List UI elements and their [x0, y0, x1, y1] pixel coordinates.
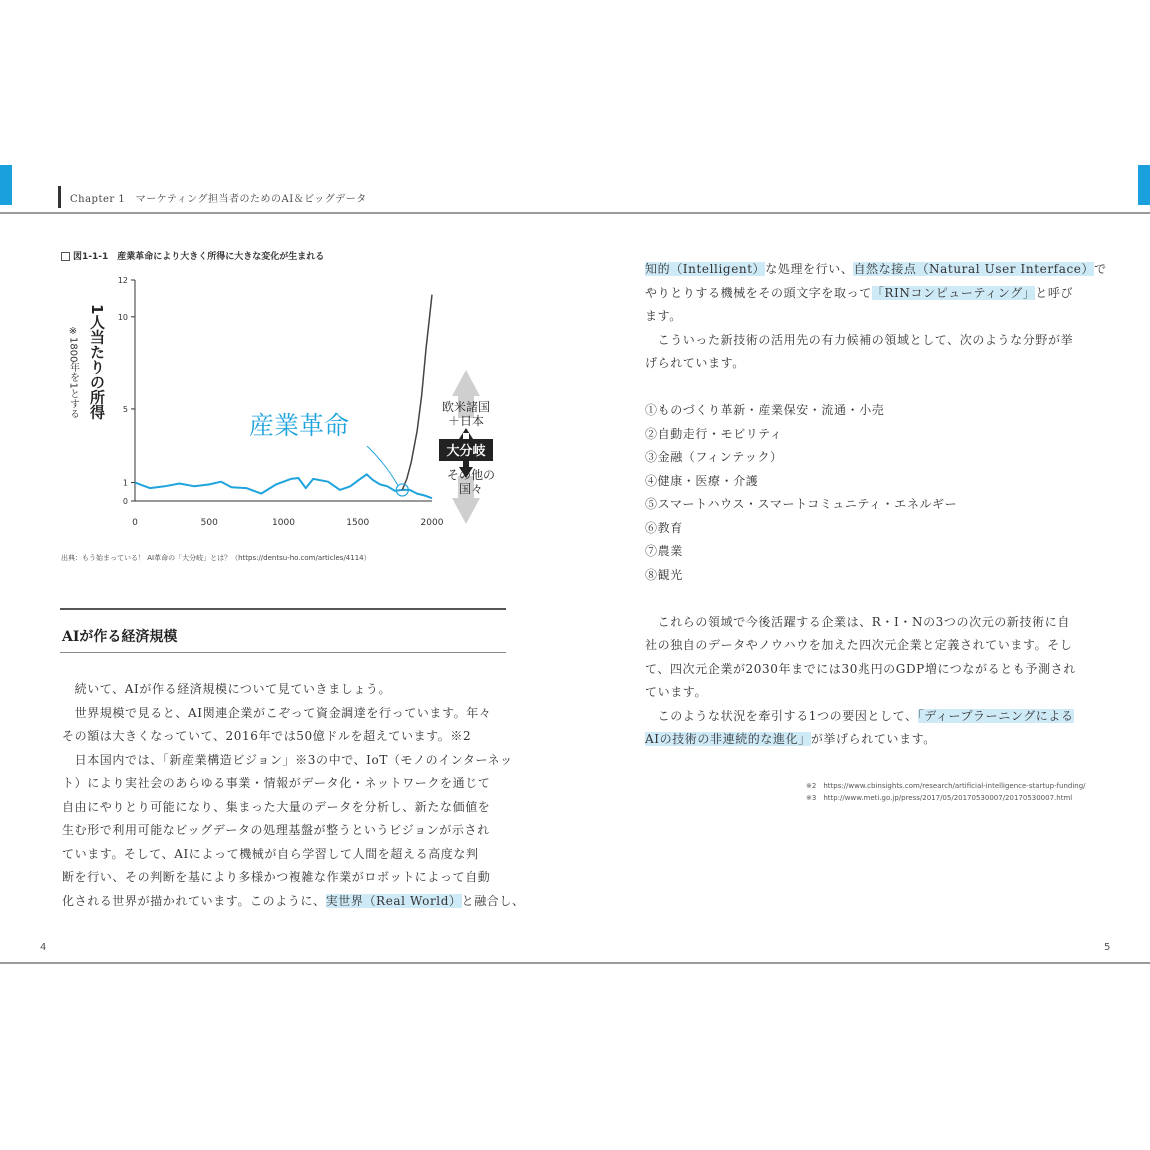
left-line-9: 断を行い、その判断を基により多様かつ複雑な作業がロボットによって自動 [62, 870, 491, 884]
left-line-4: 日本国内では、「新産業構造ビジョン」※3の中で、IoT（モノのインターネッ [62, 752, 513, 767]
left-line-1: 続いて、AIが作る経済規模について見ていきましょう。 [62, 682, 392, 696]
left-line-10 [62, 890, 525, 914]
annotation-label: 産業革命 [249, 411, 350, 440]
highlight-deep-learning: 「ディープラーニングによる [917, 708, 1074, 723]
highlight-ai-evolution: AIの技術の非連続的な進化」 [645, 732, 811, 746]
figure-caption-text: 図1-1-1 産業革命により大きく所得に大きな変化が生まれる [73, 252, 325, 262]
footnote-2: ※2 https://www.cbinsights.com/research/artificial-intelligence-startup-funding/ [806, 782, 1086, 790]
right-line-5: げられています。 [645, 356, 745, 370]
left-line-10-a: 化される世界が描かれています。このように、 [62, 893, 326, 908]
list-item: ④健康・医療・介護 [645, 473, 759, 488]
footnote-3: ※3 http://www.meti.go.jp/press/2017/05/20170530007/20170530007.html [806, 794, 1073, 802]
y-tick-label: 0 [122, 497, 128, 506]
para3-a: このような状況を牽引する1つの要因として、 [645, 708, 918, 723]
right-line-1-end: で [1094, 262, 1107, 276]
up-arrow-icon [459, 428, 473, 439]
y-tick-label: 5 [122, 404, 128, 414]
list-item: ⑦農業 [645, 544, 683, 558]
chapter-tab-right [1138, 165, 1150, 205]
para2-line-1: これらの領域で今後活躍する企業は、R・I・Nの3つの次元の新技術に自 [645, 614, 1070, 629]
list-item: ⑥教育 [645, 520, 683, 535]
spacer [645, 587, 1107, 611]
para2-line-4: ています。 [645, 685, 708, 699]
upper-label-line-1: 欧米諸国 [441, 400, 491, 414]
page-number-right: 5 [1104, 942, 1111, 953]
section-rule-bottom [60, 652, 506, 653]
figure-caption [61, 249, 324, 262]
y-tick-label: 10 [117, 312, 128, 322]
y-tick-label: 1 [122, 478, 128, 488]
x-tick-label: 1000 [272, 518, 295, 528]
right-line-1-mid: な処理を行い、 [765, 262, 854, 276]
section-title: AIが作る経済規模 [62, 629, 178, 645]
highlight-natural-ui: 自然な接点（Natural User Interface） [853, 262, 1095, 276]
para2-line-3: て、四次元企業が2030年までには30兆円のGDP増につながるとも予測され [645, 661, 1076, 676]
para3-line-1 [645, 705, 1107, 729]
left-body [62, 678, 525, 913]
right-line-4: こういった新技術の活用先の有力候補の領域として、次のような分野が挙 [645, 332, 1074, 347]
left-line-6: 自由にやりとり可能になり、集まった大量のデータを分析し、新たな価値を [62, 799, 491, 814]
caption-box-icon [61, 252, 70, 261]
left-line-5: ト）により実社会のあらゆる事業・情報がデータ化・ネットワークを通じて [62, 776, 491, 790]
left-line-7: 生む形で利用可能なビッグデータの処理基盤が整うというビジョンが示され [62, 823, 490, 837]
right-line-2-c: と呼び [1035, 285, 1074, 300]
para2-line-2: 社の独自のデータやノウハウを加えた四次元企業と定義されています。そし [645, 638, 1073, 652]
series-line-world [135, 474, 432, 498]
upper-label-line-2: ＋日本 [447, 414, 485, 428]
left-line-8: ています。そして、AIによって機械が自ら学習して人間を超える高度な判 [62, 846, 479, 861]
x-tick-label: 2000 [420, 518, 444, 528]
list-item: ⑧観光 [645, 567, 683, 582]
left-line-10-c: と融合し、 [461, 893, 525, 908]
y-axis-label: 1人当たりの所得 [88, 304, 106, 420]
spacer [645, 376, 1107, 400]
list-item: ②自動走行・モビリティ [645, 426, 783, 441]
income-chart [55, 268, 505, 543]
left-line-2: 世界規模で見ると、AI関連企業がこぞって資金調達を行っています。年々 [62, 705, 492, 720]
divergence-label: 大分岐 [446, 444, 486, 459]
x-tick-label: 500 [200, 518, 218, 528]
highlight-rin: 「RINコンピューティング」 [871, 285, 1036, 300]
list-item: ⑤スマートハウス・スマートコミュニティ・エネルギー [645, 497, 958, 511]
highlight-real-world: 実世界（Real World） [325, 893, 462, 908]
right-line-2 [645, 282, 1107, 306]
running-header: Chapter 1 マーケティング担当者のためのAI＆ビッグデータ [70, 194, 367, 205]
page-number-left: 4 [40, 942, 47, 953]
chapter-tab-left [0, 165, 12, 205]
figure-source: 出典：もう始まっている！ AI革命の「大分岐」とは？（https://dentsu-ho.com/articles/4114） [61, 554, 371, 562]
footnotes [806, 780, 1086, 804]
x-tick-label: 0 [132, 518, 138, 528]
right-line-1 [645, 258, 1107, 282]
series-line-west [402, 295, 432, 490]
section-rule-top [60, 608, 506, 610]
highlight-intelligent: 知的（Intelligent） [645, 262, 766, 276]
para3-line-2 [645, 728, 1107, 752]
lower-label-line-1: その他の [446, 468, 496, 482]
left-line-3: その額は大きくなっていて、2016年では50億ドルを超えています。※2 [62, 729, 472, 743]
footer-rule [0, 962, 1150, 964]
list-item: ③金融（フィンテック） [645, 450, 783, 464]
header-marker [58, 186, 61, 208]
right-line-3: ます。 [645, 309, 682, 323]
right-line-2-a: やりとりする機械をその頭文字を取って [645, 285, 872, 300]
header-rule [0, 212, 1150, 214]
y-tick-label: 12 [117, 276, 128, 285]
para3-c: が挙げられています。 [810, 732, 936, 746]
list-item: ①ものづくり革新・産業保安・流通・小売 [645, 403, 885, 417]
x-tick-label: 1500 [346, 518, 370, 528]
lower-label-line-2: 国々 [458, 482, 484, 496]
y-axis-note: ※1800年を1とする [67, 326, 79, 419]
right-body [645, 258, 1107, 752]
